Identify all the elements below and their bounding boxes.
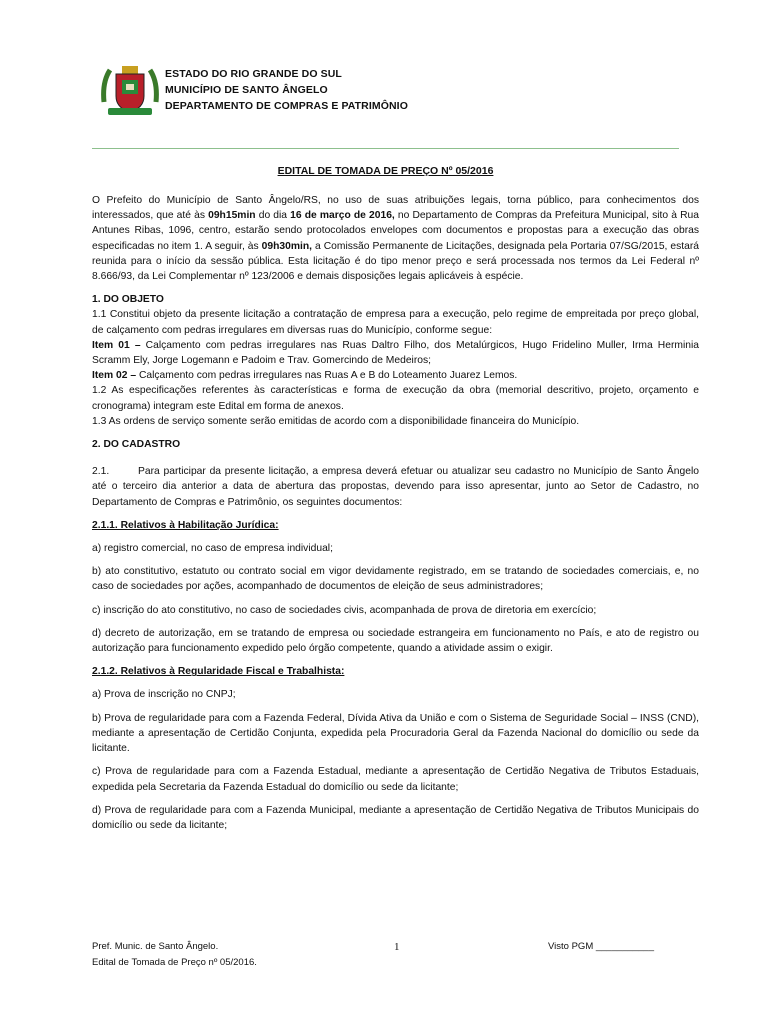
list-item: a) registro comercial, no caso de empresa individual; xyxy=(92,543,333,555)
municipal-coat-of-arms-icon xyxy=(100,62,160,120)
footer-document-ref: Edital de Tomada de Preço nº 05/2016. xyxy=(92,957,257,968)
clause-1-1: 1.1 Constitui objeto da presente licitação a contratação de empresa para a execução, pelo regime de empreitada por preço global, de calçamento com pedras irregulares em diversas ruas do Município, conforme segue: xyxy=(92,309,699,336)
pgm-approval-field: Visto PGM ___________ xyxy=(548,941,654,952)
clause-1-3: 1.3 As ordens de serviço somente serão emitidas de acordo com a disponibilidade financeira do Município. xyxy=(92,415,580,427)
letterhead xyxy=(165,66,408,114)
section-heading: 1. DO OBJETO xyxy=(92,294,164,306)
letterhead-department: DEPARTAMENTO DE COMPRAS E PATRIMÔNIO xyxy=(165,100,408,112)
clause-2-1: 2.1. Para participar da presente licitação, a empresa deverá efetuar ou atualizar seu cadastro no Município de Santo Ângelo até o terceiro dia anterior a data de abertura das propostas, devendo para isso apresentar, junto ao Setor de Cadastro, no Departamento de Compras e Patrimônio, os seguintes documentos: xyxy=(92,466,699,508)
subsection-heading: 2.1.1. Relativos à Habilitação Jurídica: xyxy=(92,519,279,531)
document-title: EDITAL DE TOMADA DE PREÇO Nº 05/2016 xyxy=(277,165,494,177)
list-item: a) Prova de inscrição no CNPJ; xyxy=(92,689,236,701)
header-divider xyxy=(92,148,679,149)
list-item: d) decreto de autorização, em se tratando de empresa ou sociedade estrangeira em funcionamento no País, e ato de registro ou autorização para funcionamento expedido pelo órgão competente, quando a atividade assim o exigir. xyxy=(92,627,699,655)
subsection-heading: 2.1.2. Relativos à Regularidade Fiscal e Trabalhista: xyxy=(92,666,345,678)
list-item: c) Prova de regularidade para com a Fazenda Estadual, mediante a apresentação de Certidão Negativa de Tributos Estaduais, expedida pela Secretaria da Fazenda Estadual do domicílio ou sede da licitante; xyxy=(92,766,699,793)
item-01: Item 01 – Calçamento com pedras irregulares nas Ruas Daltro Filho, dos Metalúrgicos, Hugo Fridelino Muller, Irma Herminia Scramm Ely, Jorge Logemann e Padoim e Trav. Gomercindo de Medeiros; xyxy=(92,339,699,367)
list-item: d) Prova de regularidade para com a Fazenda Municipal, mediante a apresentação de Certidão Negativa de Tributos Municipais do domicílio ou sede da licitante; xyxy=(92,804,699,831)
list-item: b) ato constitutivo, estatuto ou contrato social em vigor devidamente registrado, em se tratando de sociedades comerciais, e, no caso de sociedades por ações, acompanhado de documentos de eleição de seus administradores; xyxy=(92,566,699,593)
letterhead-municipality: MUNICÍPIO DE SANTO ÂNGELO xyxy=(165,84,328,96)
clause-1-2: 1.2 As especificações referentes às características e forma de execução da obra (memorial descritivo, projeto, orçamento e cronograma) integram este Edital em forma de anexos. xyxy=(92,385,699,412)
section-heading: 2. DO CADASTRO xyxy=(92,439,181,451)
item-02: Item 02 – Calçamento com pedras irregulares nas Ruas A e B do Loteamento Juarez Lemos. xyxy=(92,370,518,382)
page-number: 1 xyxy=(394,941,400,953)
list-item: c) inscrição do ato constitutivo, no caso de sociedades civis, acompanhada de prova de diretoria em exercício; xyxy=(92,604,597,616)
letterhead-state: ESTADO DO RIO GRANDE DO SUL xyxy=(165,68,342,80)
footer-municipality: Pref. Munic. de Santo Ângelo. xyxy=(92,941,219,952)
document-body xyxy=(92,193,699,841)
intro-paragraph: O Prefeito do Município de Santo Ângelo/RS, no uso de suas atribuições legais, torna público, para conhecimentos dos interessados, que até às 09h15min do dia 16 de março de 2016, no Departamento de Compras da Prefeitura Municipal, sito à Rua Antunes Ribas, 1096, centro, estarão sendo protocolados envelopes com documentos e propostas para a execução das obras especificadas no item 1. A seguir, às 09h30min, a Comissão Permanente de Licitações, designada pela Portaria 07/SG/2015, estará reunida para o início da sessão pública. Esta licitação é do tipo menor preço e será processada nos termos da Lei Federal nº 8.666/93, da Lei Complementar nº 123/2006 e demais disposições legais aplicáveis à espécie. xyxy=(92,195,699,283)
list-item: b) Prova de regularidade para com a Fazenda Federal, Dívida Ativa da União e com o Sistema de Seguridade Social – INSS (CND), mediante a apresentação de Certidão Conjunta, expedida pela Procuradoria Geral da Fazenda Nacional do domicílio ou sede da licitante. xyxy=(92,712,699,755)
